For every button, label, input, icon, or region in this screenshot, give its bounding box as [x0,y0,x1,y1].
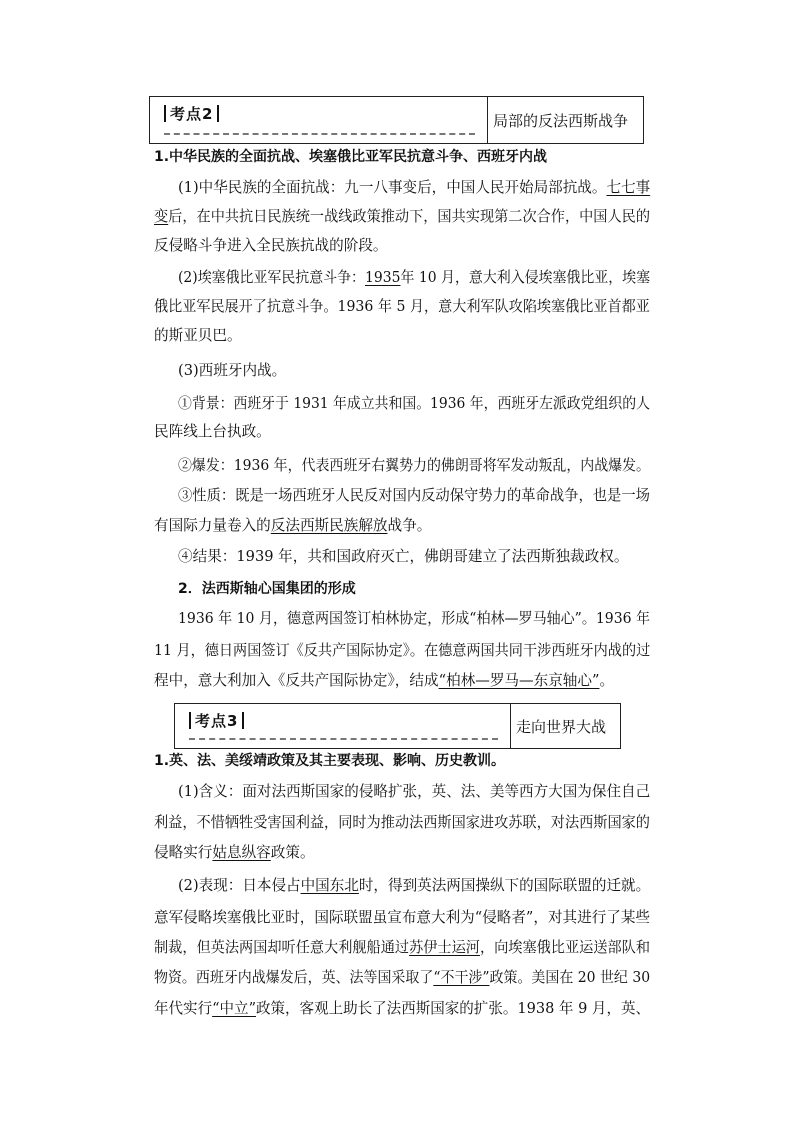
text-line: 年代实行“中立”政策，客观上助长了法西斯国家的扩张。1938 年 9 月，英、 [154,1000,651,1017]
text-line: 程中，意大利加入《反共产国际协定》，结成“柏林—罗马—东京轴心”。 [154,672,615,689]
section-tag-cell [175,704,511,748]
section-tag-cell [150,97,488,143]
text-line: 的斯亚贝巴。 [154,327,242,344]
section-header-box [149,96,644,144]
text-line: ②爆发：1936 年，代表西班牙右翼势力的佛朗哥将军发动叛乱，内战爆发。 [178,457,650,474]
text-line: 意军侵略埃塞俄比亚时，国际联盟虽宣布意大利为“侵略者”，对其进行了某些 [154,909,651,926]
text-line: (3)西班牙内战。 [178,362,287,379]
dashed-underline [189,738,498,740]
text-line: 物资。西班牙内战爆发后，英、法等国采取了“不干涉”政策。美国在 20 世纪 30 [154,969,651,986]
text-line: ④结果：1939 年，共和国政府灭亡，佛朗哥建立了法西斯独裁政权。 [178,548,629,565]
section-title: 走向世界大战 [516,717,607,736]
heading: 2．法西斯轴心国集团的形成 [178,581,356,597]
text-line: 变后，在中共抗日民族统一战线政策推动下，国共实现第二次合作，中国人民的 [154,208,650,225]
text-line: ③性质：既是一场西班牙人民反对国内反动保守势力的革命战争，也是一场 [178,487,650,504]
section-title: 局部的反法西斯战争 [493,111,629,130]
section-tag: 考点3 [185,710,248,731]
text-line: ①背景：西班牙于 1931 年成立共和国。1936 年，西班牙左派政党组织的人 [178,395,650,412]
text-line: 侵略实行姑息纵容政策。 [154,844,315,861]
text-line: (1)中华民族的全面抗战：九一八事变后，中国人民开始局部抗战。七七事 [178,179,651,196]
text-line: (2)埃塞俄比亚军民抗意斗争：1935年 10 月，意大利入侵埃塞俄比亚，埃塞 [178,269,651,286]
section-tag: 考点2 [160,103,223,124]
heading: 1.英、法、美绥靖政策及其主要表现、影响、历史教训。 [154,753,506,769]
text-line: 俄比亚军民展开了抗意斗争。1936 年 5 月，意大利军队攻陷埃塞俄比亚首都亚 [154,298,650,315]
text-line: 有国际力量卷入的反法西斯民族解放战争。 [154,517,432,534]
text-line: 反侵略斗争进入全民族抗战的阶段。 [154,237,388,254]
text-line: 11 月，德日两国签订《反共产国际协定》。在德意两国共同干涉西班牙内战的过 [154,642,651,659]
text-line: 制裁，但英法两国却听任意大利舰船通过苏伊士运河，向埃塞俄比亚运送部队和 [154,939,651,956]
dashed-underline [164,133,475,135]
text-line: 民阵线上台执政。 [154,423,271,440]
heading: 1.中华民族的全面抗战、埃塞俄比亚军民抗意斗争、西班牙内战 [154,149,548,165]
text-line: (1)含义：面对法西斯国家的侵略扩张，英、法、美等西方大国为保住自己 [178,783,651,800]
section-header-box [174,703,621,749]
text-line: 1936 年 10 月，德意两国签订柏林协定，形成“柏林—罗马轴心”。1936 年 [178,610,651,627]
text-line: 利益，不惜牺牲受害国利益，同时为推动法西斯国家进攻苏联，对法西斯国家的 [154,814,650,831]
text-line: (2)表现：日本侵占中国东北时，得到英法两国操纵下的国际联盟的迁就。 [178,877,651,894]
